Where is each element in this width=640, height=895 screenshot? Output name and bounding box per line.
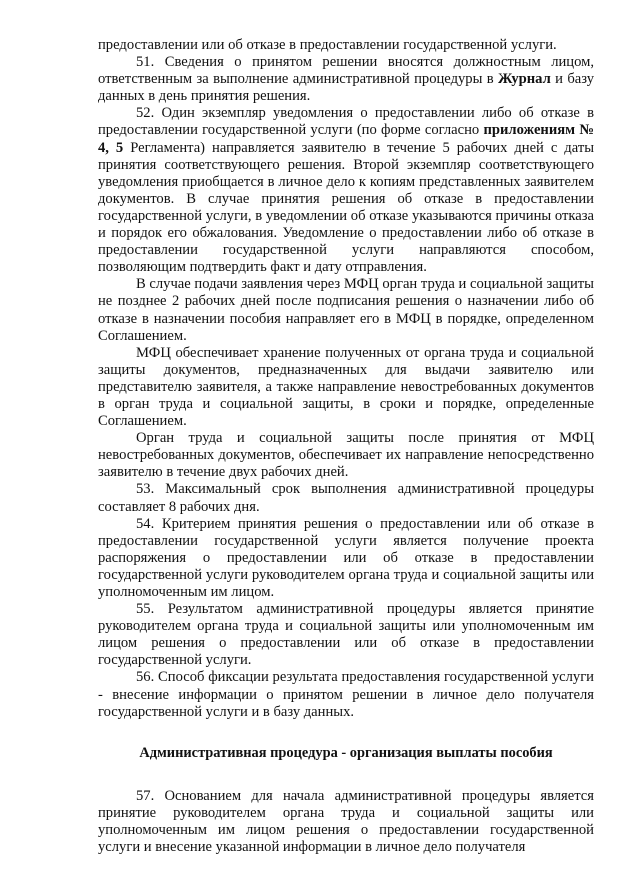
document-page bbox=[98, 37, 594, 856]
document-body-continued bbox=[98, 788, 594, 856]
text-run: В случае подачи заявления через МФЦ орган труда и социальной защиты не позднее 2 рабочих дней после подписания решения о назначении либо об отказе в назначении пособия направляет его в МФЦ в порядке, определенном Соглашением. bbox=[98, 276, 594, 344]
text-run: 54. Критерием принятия решения о предоставлении или об отказе в предоставлении государственной услуги является получение проекта распоряжения о предоставлении или об отказе в предоставлении государственной услуги руководителем органа труда и социальной защиты или уполномоченным им лицом. bbox=[98, 515, 594, 600]
paragraph-p52c bbox=[98, 430, 594, 481]
text-run: 55. Результатом административной процедуры является принятие руководителем органа труда и социальной защиты или уполномоченным им лицом решения о предоставлении или об отказе в предоставлении государственной услуги. bbox=[98, 601, 594, 669]
paragraph-p52a bbox=[98, 276, 594, 344]
text-run: Орган труда и социальной защиты после принятия от МФЦ невостребованных документов, обеспечивает их направление непосредственно заявителю в течение двух рабочих дней. bbox=[98, 430, 594, 481]
section-heading: Административная процедура - организация выплаты пособия bbox=[139, 744, 553, 761]
bold-text: приложениям № 4, 5 bbox=[98, 122, 595, 156]
paragraph-p56 bbox=[98, 669, 594, 720]
text-run: Регламента) направляется заявителю в течение 5 рабочих дней с даты принятия соответствующего решения. Второй экземпляр соответствующего уведомления приобщается в личное дело к копиям представленных заявителем документов. В случае принятия решения об отказе в предоставлении государственной услуги, в уведомлении об отказе указываются причины отказа и порядок его обжалования. Уведомление о предоставлении либо об отказе в предоставлении государственной услуги направляются способом, позволяющим подтвердить факт и дату отправления. bbox=[98, 139, 595, 276]
paragraph-p51 bbox=[98, 54, 594, 105]
text-run: 51. Сведения о принятом решении вносятся должностным лицом, ответственным за выполнение административной процедуры в bbox=[98, 54, 594, 88]
paragraph-p52 bbox=[98, 105, 594, 276]
text-run: и базу данных в день принятия решения. bbox=[98, 71, 595, 105]
bold-text: Журнал bbox=[498, 71, 551, 88]
text-run: 53. Максимальный срок выполнения административной процедуры составляет 8 рабочих дня. bbox=[98, 481, 594, 515]
paragraph-p54 bbox=[98, 516, 594, 601]
paragraph-p57 bbox=[98, 788, 594, 856]
text-run: предоставлении или об отказе в предоставлении государственной услуги. bbox=[98, 37, 557, 53]
paragraph-p52b bbox=[98, 345, 594, 430]
text-run: 52. Один экземпляр уведомления о предоставлении либо об отказе в предоставлении государственной услуги (по форме согласно bbox=[98, 105, 594, 139]
document-body bbox=[98, 37, 594, 721]
text-run: 57. Основанием для начала административной процедуры является принятие руководителем органа труда и социальной защиты или уполномоченным им лицом решения о предоставлении государственной услуги и внесение указанной информации в личное дело получателя bbox=[98, 787, 594, 856]
paragraph-p0 bbox=[98, 37, 594, 54]
text-run: 56. Способ фиксации результата предоставления государственной услуги - внесение информации о принятом решении в личное дело получателя государственной услуги и в базу данных. bbox=[98, 669, 594, 720]
paragraph-p53 bbox=[98, 481, 594, 515]
text-run: МФЦ обеспечивает хранение полученных от органа труда и социальной защиты документов, предназначенных для выдачи заявителю или представителю заявителя, а также направление невостребованных документов в орган труда и социальной защиты, в сроки и порядке, определенные Соглашением. bbox=[98, 344, 594, 430]
paragraph-p55 bbox=[98, 601, 594, 669]
